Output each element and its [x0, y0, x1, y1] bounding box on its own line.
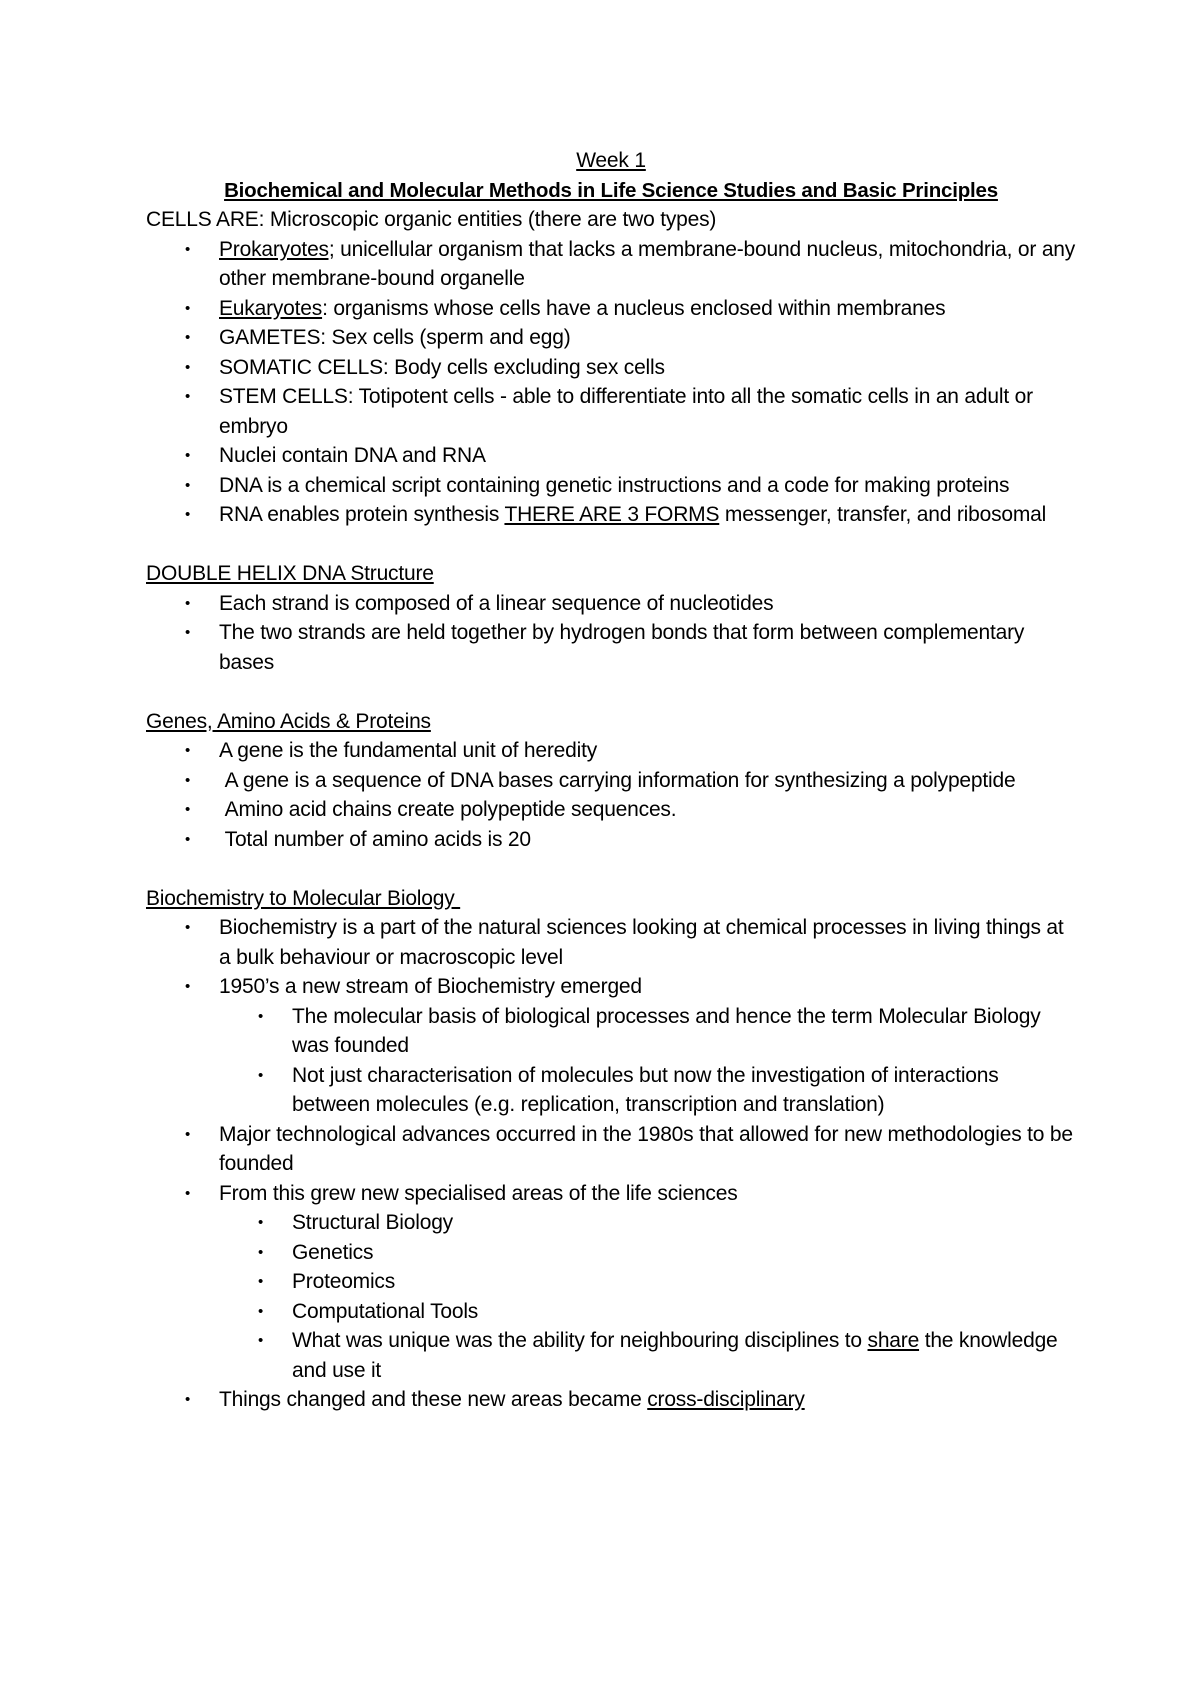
- list-item: [146, 1179, 1076, 1386]
- list-item: [146, 825, 1076, 855]
- list-item: [146, 1385, 1076, 1415]
- list-item: [146, 1120, 1076, 1179]
- list-item-text: The two strands are held together by hydrogen bonds that form between complementary bases: [219, 621, 1025, 674]
- list-item: [146, 766, 1076, 796]
- cells-list: [146, 235, 1076, 530]
- share-emphasis: share: [867, 1329, 920, 1352]
- sublist-item-text: Computational Tools: [292, 1299, 479, 1323]
- genes-list: [146, 736, 1076, 854]
- prokaryotes-term: Prokaryotes;: [219, 237, 335, 261]
- week-heading: Week 1: [576, 149, 646, 172]
- spacer: [146, 530, 1076, 560]
- list-item-text: Each strand is composed of a linear sequence of nucleotides: [219, 591, 774, 615]
- sublist: [219, 1208, 1076, 1385]
- bullet-icon: •: [185, 978, 191, 995]
- list-item: [146, 382, 1076, 441]
- bullet-icon: •: [185, 329, 191, 346]
- sublist-item-text: Genetics: [292, 1240, 374, 1264]
- bullet-icon: •: [258, 1007, 264, 1025]
- sublist: [219, 1002, 1076, 1120]
- bullet-icon: •: [185, 801, 191, 818]
- sublist-item: [219, 1061, 1076, 1120]
- list-item-text: Things changed and these new areas became: [219, 1388, 648, 1411]
- list-item-text: Biochemistry is a part of the natural sciences looking at chemical processes in living things at a bulk behaviour or macroscopic level: [219, 916, 1064, 969]
- list-item: [146, 972, 1076, 1120]
- list-item-text: Amino acid chains create polypeptide sequences.: [219, 798, 677, 821]
- rna-text-start: RNA enables protein synthesis: [219, 503, 505, 526]
- bullet-icon: •: [185, 388, 191, 405]
- bullet-icon: •: [185, 1125, 191, 1143]
- list-item: [146, 913, 1076, 972]
- list-item-text: 1950’s a new stream of Biochemistry emerged: [219, 975, 642, 998]
- stem-cells-text: STEM CELLS: Totipotent cells - able to differentiate into all the somatic cells in an adult or embryo: [219, 385, 1033, 438]
- rna-text-end: messenger, transfer, and ribosomal: [719, 503, 1047, 526]
- list-item-text: A gene is a sequence of DNA bases carrying information for synthesizing a polypeptide: [219, 768, 1016, 792]
- bullet-icon: •: [258, 1273, 264, 1290]
- double-helix-list: [146, 589, 1076, 678]
- sublist-item: [219, 1002, 1076, 1061]
- sublist-item-text: Not just characterisation of molecules but now the investigation of interactions between molecules (e.g. replication, transcription and translation): [292, 1063, 999, 1116]
- cells-intro: CELLS ARE: Microscopic organic entities (there are two types): [146, 208, 717, 231]
- bullet-icon: •: [185, 1391, 191, 1408]
- double-helix-heading: DOUBLE HELIX DNA Structure: [146, 562, 434, 585]
- bullet-icon: •: [185, 742, 191, 759]
- eukaryotes-term: Eukaryotes: [219, 296, 323, 320]
- list-item: [146, 353, 1076, 383]
- biochem-heading: Biochemistry to Molecular Biology: [146, 886, 461, 910]
- prokaryotes-text: unicellular organism that lacks a membrane-bound nucleus, mitochondria, or any other membrane-bound organelle: [219, 237, 1076, 290]
- bullet-icon: •: [185, 447, 191, 464]
- sublist-item-text: What was unique was the ability for neighbouring disciplines to: [292, 1329, 868, 1352]
- list-item: [146, 795, 1076, 825]
- bullet-icon: •: [258, 1332, 264, 1349]
- sublist-item-text: Proteomics: [292, 1270, 396, 1293]
- bullet-icon: •: [258, 1214, 264, 1231]
- list-item: [146, 589, 1076, 619]
- bullet-icon: •: [258, 1066, 264, 1084]
- bullet-icon: •: [185, 830, 191, 848]
- page-title: Biochemical and Molecular Methods in Life Science Studies and Basic Principles: [224, 178, 998, 202]
- bullet-icon: •: [185, 771, 191, 789]
- list-item-text: Total number of amino acids is 20: [219, 827, 531, 851]
- biochem-list: [146, 913, 1076, 1415]
- list-item-text: From this grew new specialised areas of the life sciences: [219, 1181, 738, 1205]
- bullet-icon: •: [185, 919, 191, 936]
- list-item: [146, 235, 1076, 294]
- rna-forms-emphasis: THERE ARE 3 FORMS: [504, 503, 720, 526]
- bullet-icon: •: [185, 624, 191, 641]
- bullet-icon: •: [185, 476, 191, 494]
- sublist-item: [219, 1267, 1076, 1297]
- list-item: [146, 500, 1076, 530]
- sublist-item-text-end: the knowledge and use it: [292, 1329, 1058, 1382]
- genes-heading: Genes, Amino Acids & Proteins: [146, 709, 431, 733]
- bullet-icon: •: [258, 1302, 264, 1320]
- bullet-icon: •: [185, 506, 191, 523]
- gametes-text: GAMETES: Sex cells (sperm and egg): [219, 326, 571, 349]
- document-body: [146, 146, 1076, 1415]
- bullet-icon: •: [185, 1184, 191, 1202]
- bullet-icon: •: [185, 240, 191, 258]
- sublist-item: [219, 1208, 1076, 1238]
- somatic-text: SOMATIC CELLS: Body cells excluding sex cells: [219, 355, 665, 379]
- bullet-icon: •: [185, 299, 191, 317]
- list-item: [146, 471, 1076, 501]
- cross-disciplinary-emphasis: cross-disciplinary: [647, 1388, 805, 1411]
- eukaryotes-text: : organisms whose cells have a nucleus enclosed within membranes: [322, 296, 946, 320]
- list-item: [146, 736, 1076, 766]
- sublist-item: [219, 1238, 1076, 1268]
- bullet-icon: •: [185, 358, 191, 376]
- dna-text: DNA is a chemical script containing genetic instructions and a code for making proteins: [219, 473, 1010, 497]
- spacer: [146, 677, 1076, 707]
- list-item-text: A gene is the fundamental unit of heredity: [219, 739, 598, 762]
- sublist-item: [219, 1297, 1076, 1327]
- spacer: [146, 854, 1076, 884]
- nuclei-text: Nuclei contain DNA and RNA: [219, 444, 486, 467]
- bullet-icon: •: [185, 594, 191, 612]
- list-item: [146, 441, 1076, 471]
- sublist-item-text: Structural Biology: [292, 1211, 453, 1234]
- list-item: [146, 618, 1076, 677]
- list-item: [146, 294, 1076, 324]
- sublist-item-text: The molecular basis of biological processes and hence the term Molecular Biology was founded: [292, 1004, 1041, 1057]
- sublist-item: [219, 1326, 1076, 1385]
- list-item: [146, 323, 1076, 353]
- bullet-icon: •: [258, 1243, 264, 1261]
- list-item-text: Major technological advances occurred in the 1980s that allowed for new methodologies to be founded: [219, 1122, 1073, 1175]
